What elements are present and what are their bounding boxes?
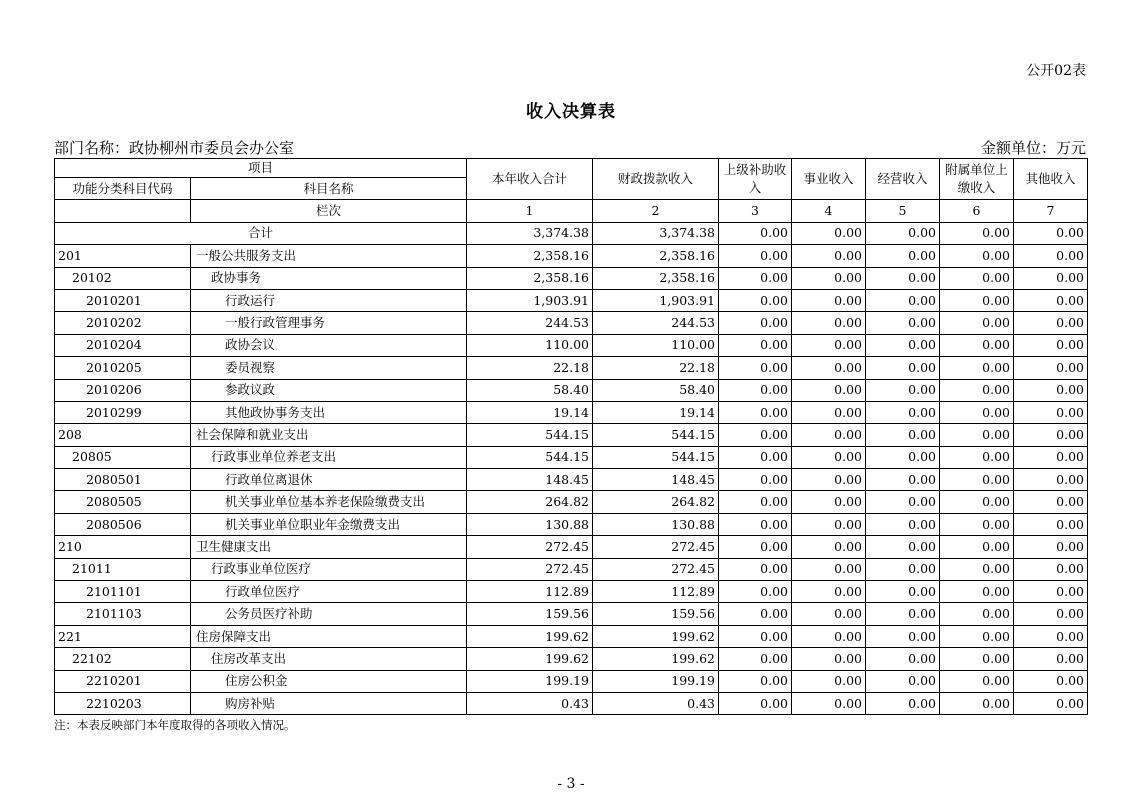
amount-cell: 0.00 [792,469,866,491]
total-value: 0.00 [940,222,1014,244]
subject-name: 购房补贴 [191,692,467,714]
table-row [55,469,1088,491]
amount-cell: 199.62 [467,648,593,670]
amount-cell: 110.00 [467,334,593,356]
col-header-business: 事业收入 [792,159,866,200]
amount-cell: 0.00 [1014,536,1088,558]
table-row [55,357,1088,379]
amount-cell: 0.00 [1014,625,1088,647]
col-number: 1 [467,200,593,222]
amount-cell: 0.00 [940,424,1014,446]
amount-cell: 0.00 [719,513,792,535]
col-header-operating: 经营收入 [866,159,940,200]
page-title: 收入决算表 [526,102,616,122]
amount-cell: 110.00 [593,334,719,356]
amount-cell: 148.45 [467,469,593,491]
amount-cell: 0.00 [1014,446,1088,468]
amount-cell: 22.18 [467,357,593,379]
amount-cell: 0.00 [1014,334,1088,356]
table-row [55,536,1088,558]
amount-cell: 22.18 [593,357,719,379]
amount-cell: 1,903.91 [467,289,593,311]
subject-name: 住房保障支出 [191,625,467,647]
subject-name: 其他政协事务支出 [191,401,467,423]
function-code: 2210201 [55,670,191,692]
row-index-label: 栏次 [191,200,467,222]
amount-cell: 0.00 [866,581,940,603]
table-row [55,267,1088,289]
subject-name: 参政议政 [191,379,467,401]
amount-cell: 0.00 [1014,357,1088,379]
amount-cell: 0.00 [719,692,792,714]
amount-cell: 544.15 [593,446,719,468]
subject-name: 机关事业单位基本养老保险缴费支出 [191,491,467,513]
subject-name: 卫生健康支出 [191,536,467,558]
col-header-superior-subsidy: 上级补助收入 [719,159,792,200]
amount-cell: 272.45 [593,536,719,558]
amount-cell: 0.00 [719,379,792,401]
amount-cell: 0.00 [940,245,1014,267]
amount-cell: 0.00 [866,469,940,491]
form-number: 公开02表 [1026,63,1086,79]
total-value: 3,374.38 [467,222,593,244]
amount-cell: 0.00 [719,245,792,267]
function-code: 2010201 [55,289,191,311]
table-row [55,692,1088,714]
amount-cell: 0.00 [940,603,1014,625]
amount-cell: 199.62 [467,625,593,647]
amount-cell: 272.45 [467,536,593,558]
amount-cell: 0.00 [719,558,792,580]
table-row [55,401,1088,423]
subject-name: 机关事业单位职业年金缴费支出 [191,513,467,535]
function-code: 201 [55,245,191,267]
amount-cell: 0.00 [719,648,792,670]
amount-cell: 0.00 [719,334,792,356]
subject-name: 一般公共服务支出 [191,245,467,267]
header-row-1 [55,159,1088,178]
amount-cell: 58.40 [467,379,593,401]
table-row [55,513,1088,535]
amount-cell: 0.43 [593,692,719,714]
function-code: 2101103 [55,603,191,625]
amount-cell: 0.00 [792,581,866,603]
amount-cell: 159.56 [593,603,719,625]
table-row [55,603,1088,625]
amount-cell: 0.00 [719,446,792,468]
amount-cell: 0.00 [866,289,940,311]
amount-cell: 0.00 [792,357,866,379]
amount-cell: 148.45 [593,469,719,491]
function-code: 22102 [55,648,191,670]
amount-cell: 0.00 [792,513,866,535]
amount-cell: 0.00 [719,469,792,491]
amount-cell: 0.00 [940,312,1014,334]
amount-cell: 112.89 [467,581,593,603]
item-header: 项目 [55,159,467,178]
amount-cell: 544.15 [467,424,593,446]
func-code-header: 功能分类科目代码 [55,178,191,200]
amount-cell: 0.00 [940,513,1014,535]
total-value: 0.00 [866,222,940,244]
function-code: 2010299 [55,401,191,423]
amount-cell: 0.00 [719,625,792,647]
function-code: 2010205 [55,357,191,379]
amount-cell: 19.14 [467,401,593,423]
table-row [55,558,1088,580]
amount-cell: 0.00 [940,581,1014,603]
amount-cell: 0.00 [940,558,1014,580]
subject-name: 公务员医疗补助 [191,603,467,625]
amount-cell: 0.00 [792,536,866,558]
amount-cell: 2,358.16 [467,245,593,267]
amount-cell: 0.00 [866,491,940,513]
amount-cell: 159.56 [467,603,593,625]
function-code: 2010202 [55,312,191,334]
subject-name-header: 科目名称 [191,178,467,200]
table-note: 注：本表反映部门本年度取得的各项收入情况。 [54,718,296,732]
amount-cell: 0.00 [940,289,1014,311]
blank-cell [55,200,191,222]
amount-cell: 0.00 [792,424,866,446]
amount-cell: 0.00 [792,289,866,311]
function-code: 2210203 [55,692,191,714]
table-row [55,625,1088,647]
amount-cell: 264.82 [467,491,593,513]
amount-cell: 0.00 [866,603,940,625]
amount-cell: 0.00 [792,670,866,692]
amount-cell: 1,903.91 [593,289,719,311]
amount-cell: 58.40 [593,379,719,401]
amount-cell: 19.14 [593,401,719,423]
amount-cell: 0.00 [1014,245,1088,267]
amount-cell: 0.00 [1014,424,1088,446]
amount-cell: 0.00 [940,357,1014,379]
total-value: 3,374.38 [593,222,719,244]
amount-cell: 0.00 [1014,379,1088,401]
amount-cell: 0.00 [940,379,1014,401]
amount-cell: 2,358.16 [593,267,719,289]
amount-cell: 0.00 [866,692,940,714]
amount-cell: 0.00 [866,334,940,356]
amount-cell: 244.53 [593,312,719,334]
subject-name: 行政事业单位养老支出 [191,446,467,468]
amount-cell: 0.00 [719,424,792,446]
income-table [54,158,1088,715]
table-row [55,379,1088,401]
amount-cell: 544.15 [467,446,593,468]
amount-cell: 0.00 [866,424,940,446]
col-number: 4 [792,200,866,222]
total-label: 合计 [55,222,467,244]
amount-cell: 0.00 [866,245,940,267]
function-code: 208 [55,424,191,446]
function-code: 2080506 [55,513,191,535]
department-label: 部门名称：政协柳州市委员会办公室 [54,139,295,157]
amount-cell: 0.00 [792,603,866,625]
table-row [55,581,1088,603]
amount-cell: 0.00 [866,357,940,379]
amount-cell: 0.00 [792,267,866,289]
amount-cell: 130.88 [593,513,719,535]
function-code: 20805 [55,446,191,468]
subject-name: 一般行政管理事务 [191,312,467,334]
amount-cell: 0.00 [792,692,866,714]
total-value: 0.00 [1014,222,1088,244]
amount-cell: 0.00 [866,312,940,334]
amount-cell: 0.00 [719,491,792,513]
amount-cell: 0.00 [940,401,1014,423]
amount-cell: 0.00 [1014,469,1088,491]
amount-cell: 2,358.16 [467,267,593,289]
table-row [55,312,1088,334]
subject-name: 政协会议 [191,334,467,356]
amount-cell: 0.00 [1014,670,1088,692]
col-number: 3 [719,200,792,222]
table-row [55,670,1088,692]
table-row [55,424,1088,446]
amount-cell: 199.19 [467,670,593,692]
subject-name: 行政单位离退休 [191,469,467,491]
amount-cell: 0.00 [792,625,866,647]
total-row [55,222,1088,244]
amount-cell: 0.00 [866,267,940,289]
col-number: 5 [866,200,940,222]
amount-cell: 130.88 [467,513,593,535]
total-value: 0.00 [792,222,866,244]
amount-cell: 0.00 [866,446,940,468]
col-header-affiliated: 附属单位上缴收入 [940,159,1014,200]
amount-cell: 0.00 [940,648,1014,670]
page-number: - 3 - [557,776,585,792]
amount-cell: 0.00 [792,401,866,423]
col-header-other: 其他收入 [1014,159,1088,200]
table-row [55,648,1088,670]
amount-cell: 0.00 [1014,312,1088,334]
amount-cell: 0.00 [1014,491,1088,513]
subject-name: 住房改革支出 [191,648,467,670]
col-number: 2 [593,200,719,222]
amount-cell: 0.00 [866,536,940,558]
amount-cell: 0.00 [940,469,1014,491]
amount-cell: 0.00 [940,446,1014,468]
amount-cell: 0.00 [719,603,792,625]
amount-cell: 0.00 [792,245,866,267]
amount-cell: 0.00 [866,513,940,535]
amount-cell: 0.00 [940,267,1014,289]
amount-cell: 0.00 [1014,692,1088,714]
subject-name: 住房公积金 [191,670,467,692]
subject-name: 政协事务 [191,267,467,289]
amount-cell: 0.00 [866,401,940,423]
function-code: 21011 [55,558,191,580]
amount-cell: 0.00 [1014,581,1088,603]
column-index-row [55,200,1088,222]
table-row [55,446,1088,468]
amount-cell: 0.00 [719,401,792,423]
amount-cell: 0.00 [792,446,866,468]
amount-cell: 0.00 [1014,401,1088,423]
subject-name: 社会保障和就业支出 [191,424,467,446]
subject-name: 委员视察 [191,357,467,379]
amount-cell: 0.00 [1014,267,1088,289]
amount-cell: 0.00 [792,379,866,401]
subject-name: 行政单位医疗 [191,581,467,603]
amount-cell: 0.00 [940,536,1014,558]
function-code: 2010206 [55,379,191,401]
amount-cell: 0.00 [719,267,792,289]
amount-cell: 0.00 [792,312,866,334]
amount-cell: 0.00 [940,692,1014,714]
amount-cell: 0.00 [719,536,792,558]
amount-cell: 199.62 [593,625,719,647]
amount-cell: 0.00 [792,491,866,513]
amount-cell: 0.00 [792,558,866,580]
table-row [55,334,1088,356]
amount-cell: 0.00 [792,334,866,356]
amount-cell: 0.00 [1014,289,1088,311]
table-row [55,245,1088,267]
table-row [55,289,1088,311]
amount-cell: 0.00 [940,491,1014,513]
subject-name: 行政事业单位医疗 [191,558,467,580]
table-row [55,491,1088,513]
amount-cell: 199.62 [593,648,719,670]
function-code: 221 [55,625,191,647]
col-header-total: 本年收入合计 [467,159,593,200]
amount-cell: 199.19 [593,670,719,692]
amount-cell: 0.00 [719,670,792,692]
amount-cell: 264.82 [593,491,719,513]
amount-cell: 0.00 [792,648,866,670]
amount-cell: 0.00 [866,558,940,580]
function-code: 2101101 [55,581,191,603]
amount-cell: 0.00 [866,670,940,692]
amount-cell: 0.00 [1014,513,1088,535]
amount-cell: 272.45 [593,558,719,580]
amount-cell: 244.53 [467,312,593,334]
amount-cell: 0.00 [719,357,792,379]
amount-cell: 112.89 [593,581,719,603]
amount-cell: 0.00 [866,625,940,647]
subject-name: 行政运行 [191,289,467,311]
amount-cell: 544.15 [593,424,719,446]
function-code: 2010204 [55,334,191,356]
amount-cell: 0.00 [940,334,1014,356]
function-code: 210 [55,536,191,558]
amount-cell: 272.45 [467,558,593,580]
function-code: 20102 [55,267,191,289]
amount-cell: 2,358.16 [593,245,719,267]
function-code: 2080501 [55,469,191,491]
amount-unit-label: 金额单位：万元 [980,139,1086,157]
amount-cell: 0.00 [1014,558,1088,580]
amount-cell: 0.00 [866,648,940,670]
total-value: 0.00 [719,222,792,244]
amount-cell: 0.00 [1014,648,1088,670]
col-header-fiscal: 财政拨款收入 [593,159,719,200]
amount-cell: 0.00 [1014,603,1088,625]
amount-cell: 0.43 [467,692,593,714]
function-code: 2080505 [55,491,191,513]
amount-cell: 0.00 [940,625,1014,647]
amount-cell: 0.00 [866,379,940,401]
amount-cell: 0.00 [719,581,792,603]
col-number: 6 [940,200,1014,222]
amount-cell: 0.00 [719,312,792,334]
col-number: 7 [1014,200,1088,222]
amount-cell: 0.00 [719,289,792,311]
amount-cell: 0.00 [940,670,1014,692]
